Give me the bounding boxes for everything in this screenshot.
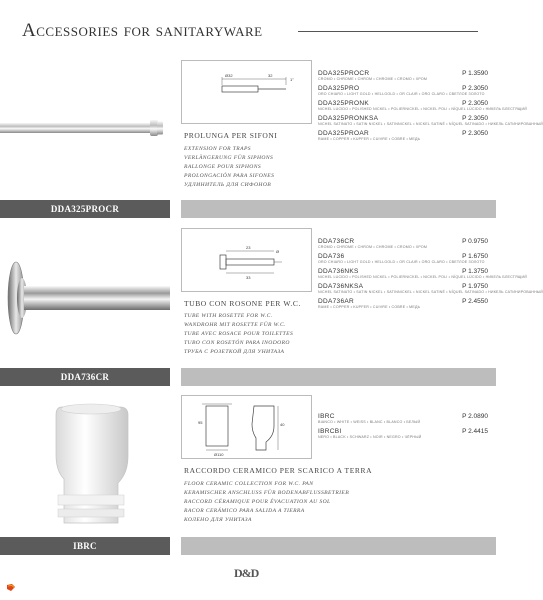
- product-code: IBRCBI: [318, 428, 342, 435]
- code-row: [318, 283, 543, 295]
- code-row: [318, 100, 528, 112]
- finish-text: RAME • COPPER • KUPFER • CUIVRE • COBRE • МЕДЬ: [318, 137, 421, 141]
- product-price: P 2.4550: [462, 298, 488, 305]
- finish-text: ORO CHIARO • LIGHT GOLD • HELLGOLD • OR CLAIR • ORO CLARO • СВЕТЛОЕ ЗОЛОТО: [318, 92, 485, 96]
- code-row: [318, 298, 488, 310]
- ceramic-connector-image: [0, 395, 170, 537]
- product-title: PROLUNGA PER SIFONI: [184, 131, 278, 140]
- product-description-ru: УДЛИНИТЕЛЬ ДЛЯ СИФОНОВ: [184, 182, 272, 188]
- finish-text: NICHEL LUCIDO • POLISHED NICKEL • POLIERNICKEL • NICKEL POLI • NÍQUEL LÚCIDO • НИКЕЛЬ БЛЕСТЯЩИЙ: [318, 275, 528, 279]
- product-code: DDA325PRONKSA: [318, 115, 379, 122]
- code-row: [318, 70, 488, 82]
- product-code: IBRC: [318, 413, 335, 420]
- drawing-dimension-label: Ø32: [225, 73, 233, 78]
- product-code: DDA325PRONK: [318, 100, 369, 107]
- finish-text: NICHEL LUCIDO • POLISHED NICKEL • POLIERNICKEL • NICKEL POLI • NÍQUEL LÚCIDO • НИКЕЛЬ БЛЕСТЯЩИЙ: [318, 107, 528, 111]
- product-code: DDA325PROAR: [318, 130, 369, 137]
- finish-text: NERO • BLACK • SCHWARZ • NOIR • NEGRO • ЧЁРНЫЙ: [318, 435, 422, 439]
- product-price: P 2.0890: [462, 413, 488, 420]
- product-price: P 2.3050: [462, 85, 488, 92]
- product-price: P 0.9750: [462, 238, 488, 245]
- drawing-dimension-label: 40: [280, 422, 285, 427]
- product-price: P 1.3590: [462, 70, 488, 77]
- trap-extension-tube-image: [0, 60, 170, 200]
- product-price: P 1.3750: [462, 268, 488, 275]
- finish-text: BIANCO • WHITE • WEISS • BLANC • BLANCO • БЕЛЫЙ: [318, 420, 421, 424]
- technical-drawing: [181, 395, 312, 459]
- product-code-bar: IBRC: [0, 537, 170, 555]
- section-bar: [181, 368, 496, 386]
- ceramic-connector-drawing: [182, 396, 311, 458]
- product-description-de: VERLÄNGERUNG FÜR SIPHONS: [184, 155, 274, 161]
- product-code: DDA736AR: [318, 298, 354, 305]
- drawing-dimension-label: 32: [268, 73, 273, 78]
- product-price: P 1.9750: [462, 283, 488, 290]
- product-price: P 2.3050: [462, 100, 488, 107]
- product-description-ru: КОЛЕНО ДЛЯ УНИТАЗА: [184, 517, 252, 523]
- code-row: [318, 115, 543, 127]
- product-price: P 2.4415: [462, 428, 488, 435]
- product-price: P 2.3050: [462, 115, 488, 122]
- product-code: DDA325PROCR: [318, 70, 370, 77]
- technical-drawing: [181, 60, 312, 124]
- code-row: [318, 428, 488, 440]
- product-description-en: EXTENSION FOR TRAPS: [184, 146, 251, 152]
- code-list: [318, 238, 543, 313]
- code-row: [318, 268, 528, 280]
- finish-text: ORO CHIARO • LIGHT GOLD • HELLGOLD • OR CLAIR • ORO CLARO • СВЕТЛОЕ ЗОЛОТО: [318, 260, 485, 264]
- product-code-bar: DDA736CR: [0, 368, 170, 386]
- drawing-dimension-label: 23: [246, 245, 251, 250]
- product-description-en: FLOOR CERAMIC COLLECTION FOR W.C. PAN: [184, 481, 314, 487]
- page-title: Accessories for sanitaryware: [22, 20, 263, 41]
- product-code: DDA736CR: [318, 238, 355, 245]
- section-bar: [181, 200, 496, 218]
- product-code: DDA325PRO: [318, 85, 360, 92]
- drawing-dimension-label: 33: [246, 275, 251, 280]
- product-price: P 1.6750: [462, 253, 488, 260]
- product-description-de: WANDROHR MIT ROSETTE FÜR W.C.: [184, 322, 286, 328]
- product-description-fr: RALLONGE POUR SIPHONS: [184, 164, 262, 170]
- product-description-es: RACOR CERÁMICO PARA SALIDA A TIERRA: [184, 508, 305, 514]
- wc-tube-drawing: [182, 229, 311, 291]
- finish-text: CROMO • CHROME • CHROM • CHROME • CROMO • ХРОМ: [318, 77, 428, 81]
- trap-extension-drawing: [182, 61, 311, 123]
- product-title: TUBO CON ROSONE PER W.C.: [184, 299, 301, 308]
- code-row: [318, 253, 488, 265]
- finish-text: RAME • COPPER • KUPFER • CUIVRE • COBRE • МЕДЬ: [318, 305, 421, 309]
- brand-logo: D&D: [234, 566, 259, 580]
- drawing-dimension-label: Ø: [276, 249, 280, 254]
- drawing-dimension-label: 1": [290, 77, 294, 82]
- wc-tube-with-rosette-image: [0, 228, 170, 368]
- product-code: DDA736NKSA: [318, 283, 364, 290]
- product-description-ru: ТРУБА С РОЗЕТКОЙ ДЛЯ УНИТАЗА: [184, 349, 285, 355]
- product-code-bar: DDA325PROCR: [0, 200, 170, 218]
- product-code: DDA736: [318, 253, 345, 260]
- product-description-fr: TUBE AVEC ROSACE POUR TOILETTES: [184, 331, 294, 337]
- product-description-en: TUBE WITH ROSETTE FOR W.C.: [184, 313, 273, 319]
- finish-text: NICHEL SATINATO • SATIN NICKEL • SATINNICKEL • NICKEL SATINÉ • NÍQUEL SATINADO • НИКЕЛЬ САТИНИРОВАННЫЙ: [318, 290, 543, 294]
- code-list: [318, 70, 543, 145]
- product-description-fr: RACCORD CÉRAMIQUE POUR ÉVACUATION AU SOL: [184, 499, 331, 505]
- code-row: [318, 413, 488, 425]
- product-photo: [0, 395, 170, 537]
- drawing-dimension-label: 95: [198, 420, 203, 425]
- product-title: RACCORDO CERAMICO PER SCARICO A TERRA: [184, 466, 373, 475]
- product-description-es: TUBO CON ROSETÓN PARA INODORO: [184, 340, 290, 346]
- product-price: P 2.3050: [462, 130, 488, 137]
- product-code: DDA736NKS: [318, 268, 359, 275]
- tag-icon: [6, 583, 16, 592]
- code-row: [318, 238, 488, 250]
- product-photo: [0, 228, 170, 368]
- title-divider: [298, 31, 478, 32]
- finish-text: CROMO • CHROME • CHROM • CHROME • CROMO • ХРОМ: [318, 245, 428, 249]
- product-description-de: KERAMISCHER ANSCHLUSS FÜR BODENABFLUSSBETRIEB: [184, 490, 350, 496]
- code-row: [318, 85, 488, 97]
- finish-text: NICHEL SATINATO • SATIN NICKEL • SATINNICKEL • NICKEL SATINÉ • NÍQUEL SATINADO • НИКЕЛЬ САТИНИРОВАННЫЙ: [318, 122, 543, 126]
- product-description-es: PROLONGACIÓN PARA SIFONES: [184, 173, 275, 179]
- section-bar: [181, 537, 496, 555]
- code-list: [318, 413, 488, 443]
- product-photo: [0, 60, 170, 200]
- code-row: [318, 130, 488, 142]
- technical-drawing: [181, 228, 312, 292]
- drawing-dimension-label: Ø110: [214, 452, 224, 457]
